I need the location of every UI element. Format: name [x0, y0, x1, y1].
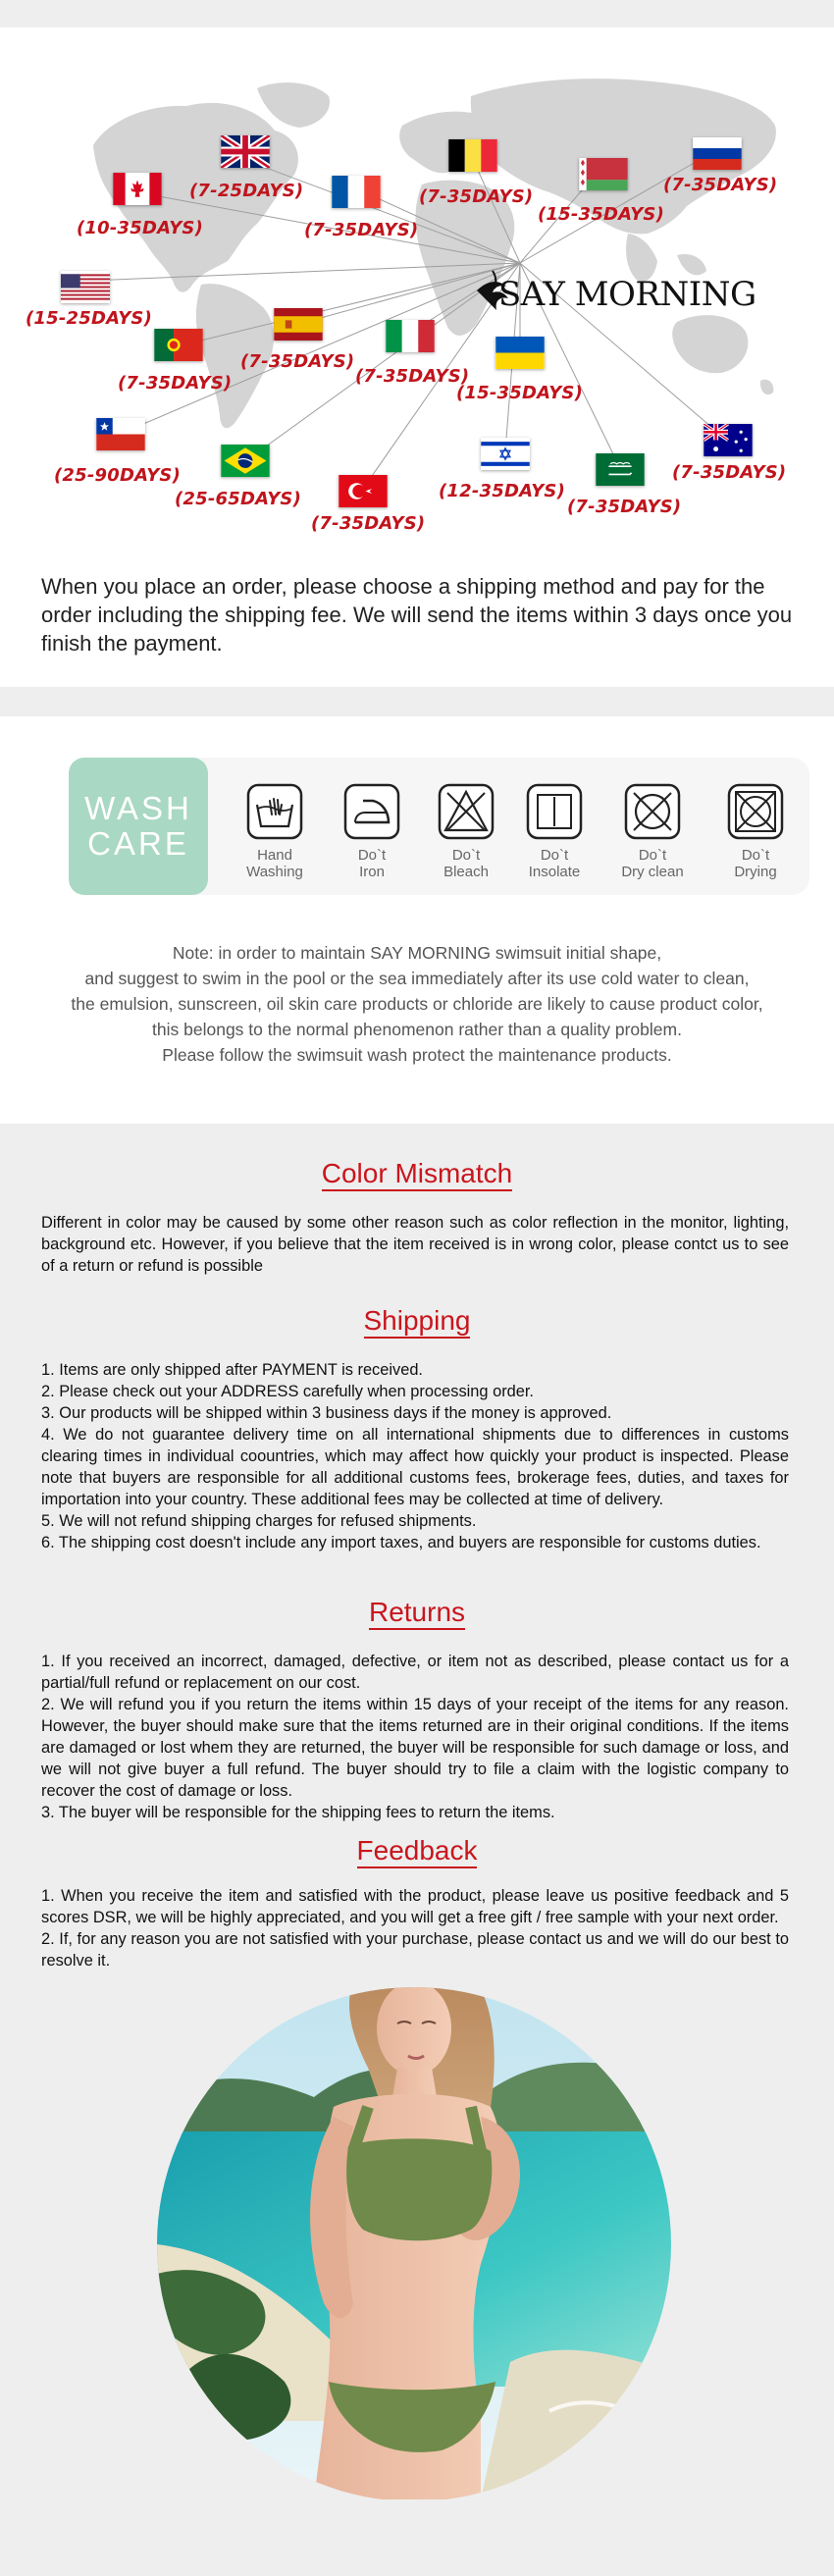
shipping-item: 5. We will not refund shipping charges for refused shipments.	[41, 1512, 477, 1530]
shipping-title: Shipping	[0, 1305, 834, 1337]
delivery-time-france: (7-35DAYS)	[304, 220, 419, 240]
shipping-note: When you place an order, please choose a shipping method and pay for the order including the shipping fee. We will send the items within 3 days once you finish the payment.	[41, 574, 793, 656]
wash-note-line: Please follow the swimsuit wash protect the maintenance products.	[162, 1045, 672, 1065]
delivery-time-portugal: (7-35DAYS)	[118, 373, 233, 394]
wash-care-note	[39, 940, 795, 1068]
no-drying-icon	[727, 783, 784, 840]
delivery-time-saudi-arabia: (7-35DAYS)	[567, 497, 682, 517]
shipping-section	[0, 27, 834, 687]
wash-note-line: the emulsion, sunscreen, oil skin care products or chloride are likely to cause product color,	[71, 994, 763, 1014]
care-no-bleach-line1: Do`t	[451, 847, 481, 864]
shipping-item: 1. Items are only shipped after PAYMENT is received.	[41, 1361, 423, 1379]
care-item-hand-wash	[231, 783, 319, 880]
care-no-drying-line1: Do`t	[741, 847, 770, 864]
delivery-time-belarus: (15-35DAYS)	[538, 204, 665, 225]
care-item-no-bleach	[422, 783, 510, 880]
shipping-item: 2. Please check out your ADDRESS carefully when processing order.	[41, 1383, 534, 1400]
portugal-flag-icon	[154, 329, 203, 361]
ukraine-flag-icon	[495, 337, 545, 369]
care-no-drying-line2: Drying	[734, 864, 777, 880]
brazil-flag-icon	[221, 445, 270, 477]
returns-item: 1. If you received an incorrect, damaged, defective, or item not as described, please contact us for a partial/full refund or replacement on our cost.	[41, 1653, 789, 1692]
care-item-no-drying	[711, 783, 800, 880]
turkey-flag-icon	[339, 475, 388, 507]
delivery-time-russia: (7-35DAYS)	[663, 175, 778, 195]
wash-care-label-line1: WASH	[84, 790, 192, 826]
care-no-iron-line2: Iron	[359, 864, 385, 880]
no-dry-clean-icon	[624, 783, 681, 840]
shipping-item: 3. Our products will be shipped within 3 business days if the money is approved.	[41, 1404, 612, 1422]
care-no-bleach-line2: Bleach	[443, 864, 489, 880]
care-item-no-insolate	[510, 783, 599, 880]
policy-section	[0, 1124, 834, 2556]
feedback-item: 1. When you receive the item and satisfied with the product, please leave us positive feedback and 5 scores DSR, we will be highly appreciated, and you will get a free gift / free sample with your next order.	[41, 1887, 789, 1926]
israel-flag-icon	[481, 438, 530, 470]
wash-note-line: and suggest to swim in the pool or the sea immediately after its use cold water to clean,	[84, 969, 750, 988]
color-mismatch-body: Different in color may be caused by some other reason such as color reflection in the monitor, lighting, background etc. However, if you believe that the item received is in wrong color, please contct us to see of a return or refund is possible	[41, 1214, 789, 1275]
feedback-title: Feedback	[0, 1835, 834, 1866]
delivery-time-israel: (12-35DAYS)	[439, 481, 566, 501]
feedback-item: 2. If, for any reason you are not satisfied with your purchase, please contact us and we will do our best to resolve it.	[41, 1930, 789, 1970]
belarus-flag-icon	[579, 158, 628, 190]
care-no-insolate-line1: Do`t	[540, 847, 569, 864]
wash-care-section	[0, 716, 834, 1124]
care-hand-wash-line2: Washing	[246, 864, 303, 880]
russia-flag-icon	[693, 137, 742, 170]
returns-list	[41, 1651, 789, 1823]
returns-title: Returns	[0, 1597, 834, 1628]
delivery-time-usa: (15-25DAYS)	[26, 308, 153, 329]
shipping-item: 4. We do not guarantee delivery time on all international shipments due to differences in customs clearing times in individual coountries, which may affect how quickly your product is inspected. Please note that buyers are responsible for all additional customs fees, brokerage fees, duties, and taxes for importation into your country. These additional fees may be collected at time of delivery.	[41, 1426, 789, 1508]
canada-flag-icon	[113, 173, 162, 205]
returns-item: 3. The buyer will be responsible for the shipping fees to return the items.	[41, 1804, 555, 1821]
delivery-time-canada: (10-35DAYS)	[77, 218, 204, 238]
model-photo	[157, 1950, 672, 2499]
france-flag-icon	[332, 176, 381, 208]
delivery-time-turkey: (7-35DAYS)	[311, 513, 426, 534]
care-hand-wash-line1: Hand	[257, 847, 292, 864]
care-no-dry-clean-line1: Do`t	[638, 847, 667, 864]
no-iron-icon	[343, 783, 400, 840]
care-no-iron-line1: Do`t	[357, 847, 387, 864]
shipping-item: 6. The shipping cost doesn't include any import taxes, and buyers are responsible for customs duties.	[41, 1534, 761, 1551]
australia-flag-icon	[704, 424, 753, 456]
no-insolate-icon	[526, 783, 583, 840]
delivery-time-chile: (25-90DAYS)	[54, 465, 182, 486]
usa-flag-icon	[61, 271, 110, 303]
brand-logo: SAY MORNING	[498, 275, 756, 314]
care-no-dry-clean-line2: Dry clean	[621, 864, 684, 880]
belgium-flag-icon	[448, 139, 497, 172]
delivery-time-uk: (7-25DAYS)	[189, 181, 304, 201]
delivery-time-italy: (7-35DAYS)	[355, 366, 470, 387]
no-bleach-icon	[438, 783, 495, 840]
wash-note-line: Note: in order to maintain SAY MORNING swimsuit initial shape,	[172, 943, 662, 963]
chile-flag-icon	[96, 418, 145, 450]
returns-item: 2. We will refund you if you return the items within 15 days of your receipt of the items for any reason. However, the buyer should make sure that the items returned are in their original conditions. If the items are damaged or lost whem they are returned, the buyer will be responsible for such damage or loss, and we will not give buyer a full refund. The buyer should try to file a claim with the logistic company to recover the cost of damage or loss.	[41, 1696, 789, 1800]
saudi-flag-icon	[596, 453, 645, 486]
color-mismatch-title: Color Mismatch	[0, 1158, 834, 1189]
care-item-no-dry-clean	[608, 783, 697, 880]
delivery-time-ukraine: (15-35DAYS)	[456, 383, 584, 403]
wash-care-label	[69, 758, 208, 895]
shipping-list	[41, 1359, 789, 1553]
italy-flag-icon	[386, 320, 435, 352]
care-item-no-iron	[328, 783, 416, 880]
spain-flag-icon	[274, 308, 323, 341]
delivery-time-spain: (7-35DAYS)	[240, 351, 355, 372]
delivery-time-brazil: (25-65DAYS)	[175, 489, 302, 509]
delivery-time-australia: (7-35DAYS)	[672, 462, 787, 483]
wash-note-line: this belongs to the normal phenomenon rather than a quality problem.	[152, 1020, 682, 1039]
delivery-time-belgium: (7-35DAYS)	[419, 186, 534, 207]
hand-wash-icon	[246, 783, 303, 840]
wash-care-label-line2: CARE	[87, 825, 189, 862]
uk-flag-icon	[221, 135, 270, 168]
care-no-insolate-line2: Insolate	[528, 864, 581, 880]
